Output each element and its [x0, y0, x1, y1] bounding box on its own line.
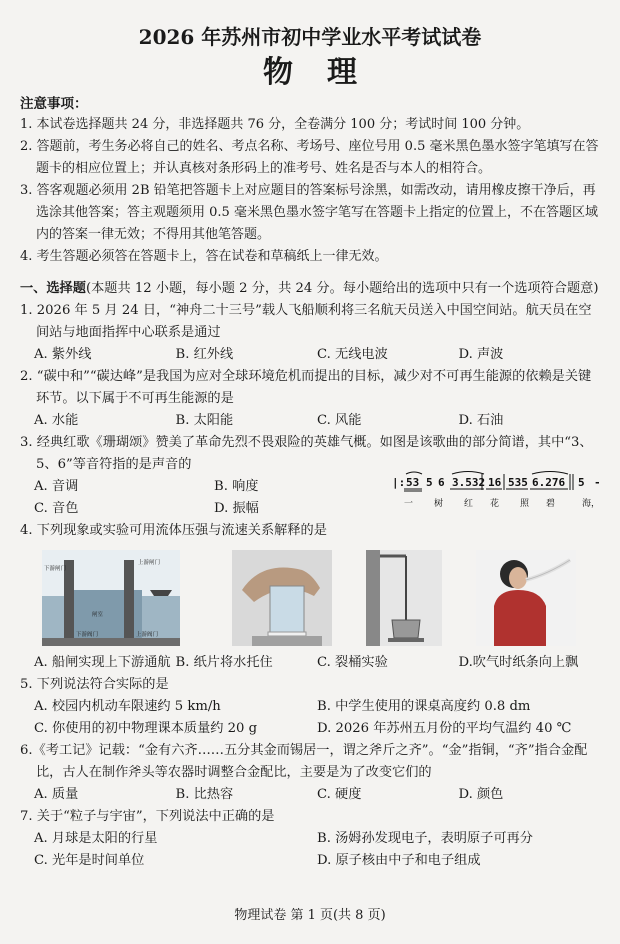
option-c: C. 无线电波	[317, 347, 388, 362]
section-heading	[20, 278, 600, 300]
fig-label: 闸室	[92, 612, 104, 618]
question-4	[20, 520, 600, 674]
notice-item: 2. 答题前，考生务必将自己的姓名、考点名称、考场号、座位号用 0.5 毫米黑色墨水签字笔填写在答题卡的相应位置上；并认真核对条形码上的准考号、姓名是否与本人的相符合。	[20, 139, 599, 176]
barrel-experiment-figure	[366, 550, 442, 646]
question-stem: 3. 经典红歌《珊瑚颂》赞美了革命先烈不畏艰险的英雄气概。如图是该歌曲的部分简谱，其中“3、5、6”等音符指的是声音的	[20, 435, 593, 472]
section-description: (本题共 12 小题，每小题 2 分，共 24 分。每小题给出的选项中只有一个选项符合题意)	[85, 281, 599, 296]
option-c: C. 音色	[34, 501, 79, 516]
options	[20, 498, 394, 520]
fig-label: 下游闸门	[44, 566, 67, 572]
blowing-paper-figure	[476, 550, 576, 646]
score-note: 5	[578, 476, 585, 489]
score-note: 16	[488, 476, 502, 489]
question-stem: 7. 关于“粒子与宇宙”，下列说法中正确的是	[20, 809, 275, 824]
question-stem: 6.《考工记》记载：“金有六齐……五分其金而锡居一，谓之斧斤之齐”。“金”指铜，“齐”指合金配比，古人在制作斧头等农器时调整合金配比，主要是为了改变它们的	[20, 743, 588, 780]
options	[20, 476, 394, 498]
option-d: D. 声波	[458, 347, 504, 362]
notice-item: 4. 考生答题必须答在答题卡上，答在试卷和草稿纸上一律无效。	[20, 249, 388, 264]
question-stem: 4. 下列现象或实验可用流体压强与流速关系解释的是	[20, 523, 327, 538]
question-1	[20, 300, 600, 366]
option-d: D. 颜色	[458, 787, 504, 802]
option-b: B. 汤姆孙发现电子，表明原子可再分	[317, 831, 533, 846]
score-note: 5	[426, 476, 433, 489]
score-barline: |:	[392, 476, 406, 489]
fig-label: 下游阀门	[76, 632, 99, 638]
option-d: D. 石油	[458, 413, 504, 428]
options	[20, 652, 600, 674]
lyric: 花	[490, 499, 500, 509]
score-note: -	[594, 476, 601, 489]
score-note: 6	[438, 476, 445, 489]
option-c: C. 裂桶实验	[317, 655, 388, 670]
notice-item: 1. 本试卷选择题共 24 分，非选择题共 76 分，全卷满分 100 分；考试时间 100 分钟。	[20, 117, 530, 132]
notice-heading: 注意事项：	[20, 96, 88, 112]
exam-title: 2026 年苏州市初中学业水平考试试卷	[138, 25, 482, 49]
option-d: D.吹气时纸条向上飘	[458, 655, 579, 670]
question-7	[20, 806, 600, 872]
question-stem: 1. 2026 年 5 月 24 日，“神舟二十三号”载人飞船顺利将三名航天员送入中国空间站。航天员在空间站与地面指挥中心联系是通过	[20, 303, 592, 340]
lyric: 一	[404, 499, 414, 509]
question-6	[20, 740, 600, 806]
score-note: 3.532	[452, 476, 486, 489]
option-d: D. 原子核由中子和电子组成	[317, 853, 481, 868]
options	[20, 718, 600, 740]
lyric: 树	[434, 499, 444, 509]
option-a: A. 船闸实现上下游通航	[34, 655, 171, 670]
option-b: B. 红外线	[175, 347, 234, 362]
score-note: 53	[406, 476, 420, 489]
lyric: 海，	[582, 499, 601, 509]
section-label: 一、选择题	[20, 281, 86, 296]
options	[20, 410, 600, 432]
page-footer: 物理试卷 第 1 页(共 8 页)	[234, 908, 386, 923]
option-c: C. 风能	[317, 413, 362, 428]
option-a: A. 校园内机动车限速约 5 km/h	[34, 699, 221, 714]
paper-holds-water-figure	[232, 550, 332, 646]
subject-title: 物理	[263, 55, 391, 90]
option-d: D. 2026 年苏州五月份的平均气温约 40 ℃	[317, 721, 572, 736]
question-3	[20, 432, 600, 520]
option-c: C. 你使用的初中物理课本质量约 20 g	[34, 721, 258, 736]
lyric: 碧	[546, 499, 556, 509]
options	[20, 344, 600, 366]
option-c: C. 光年是时间单位	[34, 853, 145, 868]
option-b: B. 响度	[214, 479, 259, 494]
option-d: D. 振幅	[214, 501, 259, 516]
options	[20, 784, 600, 806]
ship-lock-figure	[42, 550, 180, 646]
option-b: B. 太阳能	[175, 413, 234, 428]
notice-item: 3. 答客观题必须用 2B 铅笔把答题卡上对应题目的答案标号涂黑，如需改动，请用橡皮擦干净后，再选涂其他答案；答主观题须用 0.5 毫米黑色墨水签字笔写在答题卡上指定的位置上，不在答题区域内的答案一律无效；不得用其他笔答题。	[20, 183, 598, 242]
score-note: 535	[508, 476, 528, 489]
lyric: 照	[520, 499, 530, 509]
question-4-figures	[20, 550, 600, 650]
option-a: A. 音调	[34, 479, 79, 494]
fig-label: 上游阀门	[136, 632, 159, 638]
option-a: A. 紫外线	[34, 347, 92, 362]
fig-label: 上游闸门	[138, 560, 161, 566]
notice-section	[20, 94, 600, 268]
option-a: A. 月球是太阳的行星	[34, 831, 158, 846]
lyric: 红	[464, 499, 474, 509]
options	[20, 696, 600, 718]
question-stem: 2. “碳中和”“碳达峰”是我国为应对全球环境危机而提出的目标，减少对不可再生能源的依赖是关键环节。以下属于不可再生能源的是	[20, 369, 592, 406]
option-a: A. 质量	[34, 787, 79, 802]
score-note: 6.276	[532, 476, 566, 489]
options	[20, 850, 600, 872]
option-b: B. 比热容	[175, 787, 234, 802]
question-5	[20, 674, 600, 740]
options	[20, 828, 600, 850]
option-b: B. 中学生使用的课桌高度约 0.8 dm	[317, 699, 531, 714]
music-score-figure	[390, 470, 610, 516]
option-b: B. 纸片将水托住	[175, 655, 273, 670]
option-a: A. 水能	[34, 413, 79, 428]
question-stem: 5. 下列说法符合实际的是	[20, 677, 169, 692]
option-c: C. 硬度	[317, 787, 362, 802]
question-2	[20, 366, 600, 432]
